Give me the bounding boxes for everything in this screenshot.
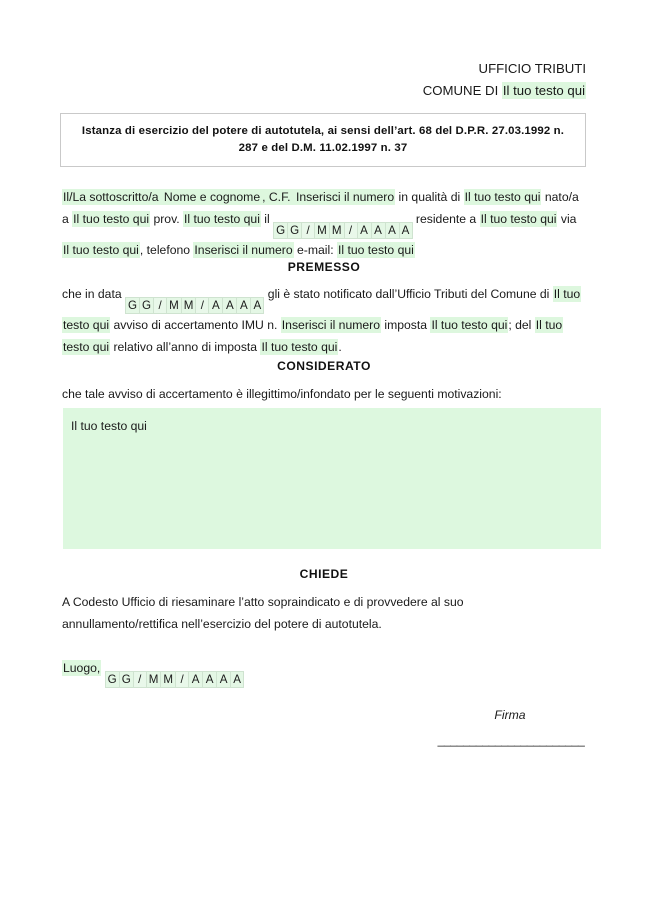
date-cell[interactable]: M xyxy=(181,297,196,314)
date-cell[interactable]: A xyxy=(250,297,264,314)
premesso-text-1: che in data xyxy=(62,287,126,301)
title-box xyxy=(60,113,586,167)
field-comune[interactable]: Il tuo testo qui xyxy=(502,83,585,98)
intro-text-10: e-mail: xyxy=(293,243,337,257)
date-cell[interactable]: M xyxy=(160,671,175,688)
firma-label xyxy=(430,708,590,722)
date-separator: / xyxy=(301,222,314,239)
premesso-paragraph xyxy=(62,283,586,358)
heading-chiede xyxy=(62,567,586,581)
date-cell[interactable]: A xyxy=(202,671,216,688)
premesso-text-6: relativo all’anno di imposta xyxy=(110,340,261,354)
field-luogo[interactable]: Luogo, xyxy=(63,661,101,675)
date-cell[interactable]: A xyxy=(385,222,399,239)
signature-line-text: _______________________ xyxy=(437,733,585,747)
heading-considerato xyxy=(62,359,586,373)
date-cell[interactable]: A xyxy=(230,671,244,688)
date-separator: / xyxy=(175,671,188,688)
luogo-data-row xyxy=(62,657,586,688)
date-cell[interactable]: G xyxy=(287,222,301,239)
considerato-paragraph xyxy=(62,383,586,405)
intro-text-6: il xyxy=(260,212,274,226)
date-separator: / xyxy=(153,297,166,314)
document-header xyxy=(62,58,586,102)
field-del[interactable]: Il tuo testo qui xyxy=(63,318,563,354)
intro-text-9: , telefono xyxy=(139,243,194,257)
title-text: Istanza di esercizio del potere di autotutela, ai sensi dell’art. 68 del D.P.R. 27.03.1992 n. 287 e del D.M. 11.02.1997 n. 37 xyxy=(81,125,565,154)
header-line-ufficio xyxy=(62,58,586,80)
motivazioni-textarea[interactable] xyxy=(63,408,601,549)
field-qualita[interactable]: Il tuo testo qui xyxy=(464,190,541,204)
field-anno-imposta[interactable]: Il tuo testo qui xyxy=(261,340,338,354)
date-cell[interactable]: G xyxy=(139,297,153,314)
date-field-firma[interactable] xyxy=(105,671,244,688)
date-cell[interactable]: A xyxy=(208,297,222,314)
date-field-notifica[interactable] xyxy=(125,297,264,314)
intro-paragraph xyxy=(62,186,586,261)
considerato-text: che tale avviso di accertamento è illegittimo/infondato per le seguenti motivazioni: xyxy=(62,387,502,401)
intro-text-5: prov. xyxy=(150,212,184,226)
field-provincia-nascita[interactable]: Il tuo testo qui xyxy=(184,212,260,226)
date-separator: / xyxy=(195,297,208,314)
premesso-text-7: . xyxy=(338,340,342,354)
chiede-paragraph xyxy=(62,591,492,635)
intro-text-1: Il/La sottoscritto/a xyxy=(63,190,162,204)
chiede-text: A Codesto Ufficio di riesaminare l’atto sopraindicato e di provvedere al suo annullamento/rettifica nell’esercizio del potere di autotutela. xyxy=(62,595,464,631)
header-ufficio-text: UFFICIO TRIBUTI xyxy=(478,61,586,76)
date-cell[interactable]: G xyxy=(119,671,133,688)
field-luogo-nascita[interactable]: Il tuo testo qui xyxy=(73,212,150,226)
date-cell[interactable]: A xyxy=(236,297,250,314)
field-numero-avviso[interactable]: Inserisci il numero xyxy=(281,318,380,332)
signature-line[interactable] xyxy=(436,733,586,747)
date-cell[interactable]: M xyxy=(146,671,161,688)
field-email[interactable]: Il tuo testo qui xyxy=(337,243,414,257)
field-residenza-citta[interactable]: Il tuo testo qui xyxy=(480,212,557,226)
date-separator: / xyxy=(133,671,146,688)
heading-premesso xyxy=(62,260,586,274)
header-comune-label: COMUNE DI xyxy=(422,83,502,98)
date-cell[interactable]: M xyxy=(314,222,329,239)
intro-text-8: via xyxy=(557,212,577,226)
date-cell[interactable]: G xyxy=(105,671,119,688)
field-residenza-via[interactable]: Il tuo testo qui xyxy=(63,243,139,257)
firma-label-text: Firma xyxy=(494,708,526,722)
premesso-text-4: imposta xyxy=(381,318,431,332)
header-line-comune xyxy=(62,80,586,102)
date-cell[interactable]: G xyxy=(273,222,287,239)
intro-text-4: nato/a a xyxy=(62,190,579,226)
heading-chiede-text: CHIEDE xyxy=(299,567,349,581)
date-separator: / xyxy=(344,222,357,239)
date-field-nascita[interactable] xyxy=(273,222,412,239)
heading-premesso-text: PREMESSO xyxy=(287,260,361,274)
premesso-text-3: avviso di accertamento IMU n. xyxy=(110,318,281,332)
date-cell[interactable]: A xyxy=(188,671,202,688)
date-cell[interactable]: M xyxy=(166,297,181,314)
date-cell[interactable]: A xyxy=(399,222,413,239)
heading-considerato-text: CONSIDERATO xyxy=(277,359,371,373)
field-comune-notifica[interactable]: Il tuo testo qui xyxy=(63,287,581,332)
date-cell[interactable]: G xyxy=(125,297,139,314)
field-nome-cognome[interactable]: Nome e cognome xyxy=(163,190,261,204)
date-cell[interactable]: A xyxy=(222,297,236,314)
premesso-text-2: gli è stato notificato dall’Ufficio Tributi del Comune di xyxy=(264,287,553,301)
date-cell[interactable]: A xyxy=(371,222,385,239)
date-cell[interactable]: A xyxy=(216,671,230,688)
date-cell[interactable]: M xyxy=(329,222,344,239)
field-codice-fiscale[interactable]: Inserisci il numero xyxy=(295,190,395,204)
intro-text-2: , C.F. xyxy=(262,190,294,204)
date-cell[interactable]: A xyxy=(357,222,371,239)
field-telefono[interactable]: Inserisci il numero xyxy=(194,243,293,257)
field-imposta[interactable]: Il tuo testo qui xyxy=(431,318,508,332)
motivazioni-placeholder: Il tuo testo qui xyxy=(71,419,147,433)
intro-text-3: in qualità di xyxy=(395,190,464,204)
intro-text-7: residente a xyxy=(412,212,480,226)
premesso-text-5: ; del xyxy=(508,318,535,332)
